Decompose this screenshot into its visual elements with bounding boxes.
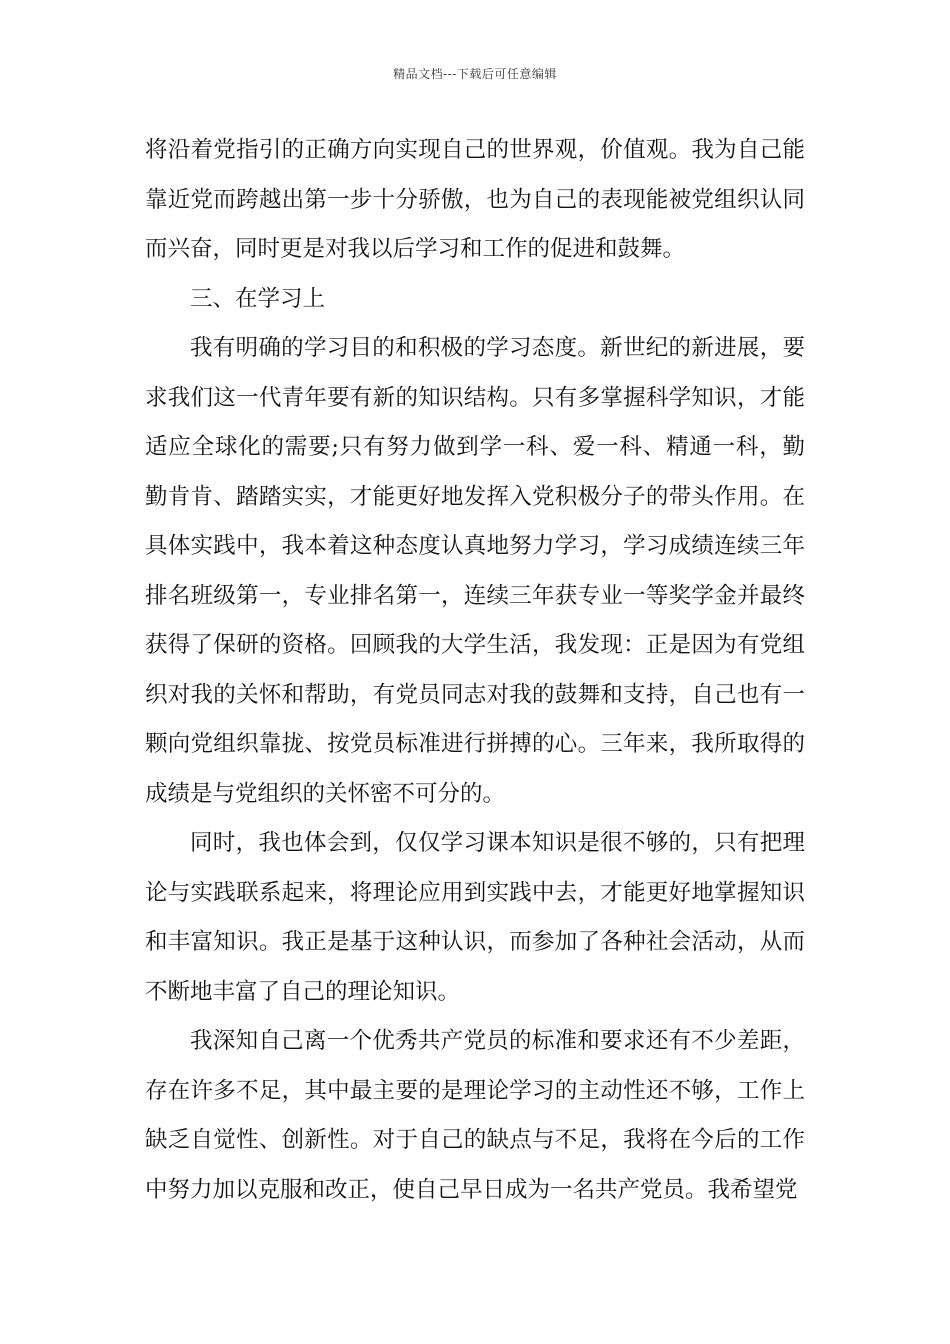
paragraph-continuation: 将沿着党指引的正确方向实现自己的世界观，价值观。我为自己能靠近党而跨越出第一步十分骄傲，也为自己的表现能被党组织认同而兴奋，同时更是对我以后学习和工作的促进和鼓舞。 <box>145 137 805 262</box>
paragraph: 同时，我也体会到，仅仅学习课本知识是很不够的，只有把理论与实践联系起来，将理论应用到实践中去，才能更好地掌握知识和丰富知识。我正是基于这种认识，而参加了各种社会活动，从而不断地丰富了自己的理论知识。 <box>145 830 805 1005</box>
paragraph: 我有明确的学习目的和积极的学习态度。新世纪的新进展，要求我们这一代青年要有新的知识结构。只有多掌握科学知识，才能适应全球化的需要;只有努力做到学一科、爱一科、精通一科，勤勤肯肯、踏踏实实，才能更好地发挥入党积极分子的带头作用。在具体实践中，我本着这种态度认真地努力学习，学习成绩连续三年排名班级第一，专业排名第一，连续三年获专业一等奖学金并最终获得了保研的资格。回顾我的大学生活，我发现：正是因为有党组织对我的关怀和帮助，有党员同志对我的鼓舞和支持，自己也有一颗向党组织靠拢、按党员标准进行拼搏的心。三年来，我所取得的成绩是与党组织的关怀密不可分的。 <box>145 335 805 807</box>
document-body <box>145 126 805 1215</box>
page-header: 精品文档---下载后可任意编辑 <box>393 67 557 81</box>
section-heading: 三、在学习上 <box>190 285 326 312</box>
paragraph: 我深知自己离一个优秀共产党员的标准和要求还有不少差距，存在许多不足，其中最主要的是理论学习的主动性还不够，工作上缺乏自觉性、创新性。对于自己的缺点与不足，我将在今后的工作中努力加以克服和改正，使自己早日成为一名共产党员。我希望党 <box>145 1028 805 1203</box>
